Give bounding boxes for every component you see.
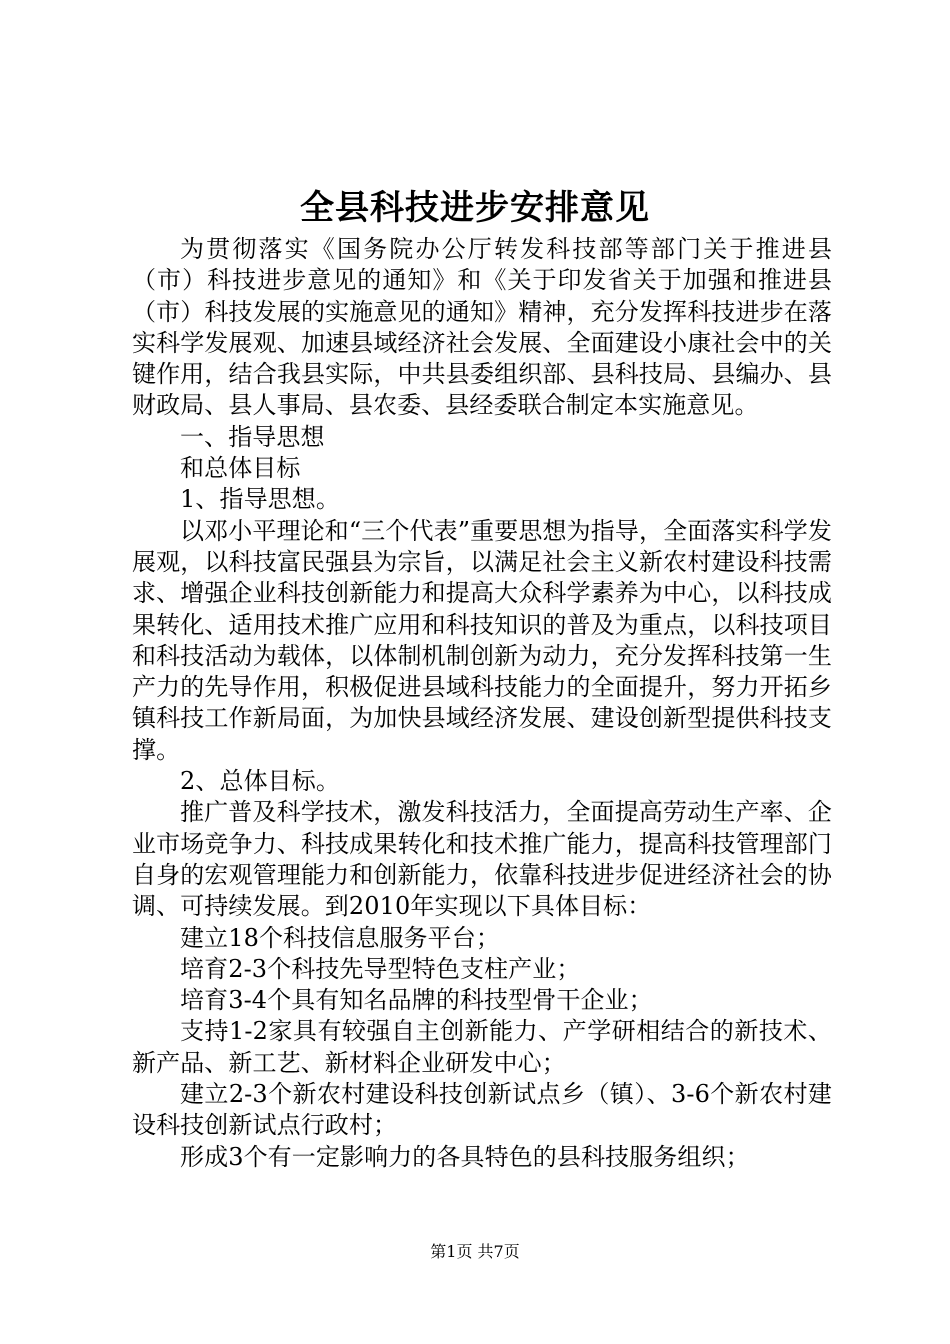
goal-item: 形成3个有一定影响力的各具特色的县科技服务组织； (180, 1142, 750, 1171)
paragraph-overall-goals: 推广普及科学技术，激发科技活力，全面提高劳动生产率、企业市场竞争力、科技成果转化和技术推广能力，提高科技管理部门自身的宏观管理能力和创新能力，依靠科技进步促进经济社会的协调、可持续发展。到2010年实现以下具体目标： (132, 798, 832, 921)
goal-item: 培育2-3个科技先导型特色支柱产业； (180, 954, 581, 983)
document-body (132, 234, 832, 1173)
subsection-heading-overall-goals: 2、总体目标。 (180, 767, 340, 796)
paragraph-guiding-ideology: 以邓小平理论和“三个代表”重要思想为指导，全面落实科学发展观，以科技富民强县为宗旨，以满足社会主义新农村建设科技需求、增强企业科技创新能力和提高大众科学素养为中心，以科技成果转化、适用技术推广应用和科技知识的普及为重点，以科技项目和科技活动为载体，以体制机制创新为动力，充分发挥科技第一生产力的先导作用，积极促进县域科技能力的全面提升，努力开拓乡镇科技工作新局面，为加快县域经济发展、建设创新型提供科技支撑。 (132, 516, 832, 764)
section-heading-continuation: 和总体目标 (180, 454, 301, 483)
goal-item: 培育3-4个具有知名品牌的科技型骨干企业； (180, 986, 653, 1015)
page-footer: 第1页 共7页 (430, 1242, 520, 1261)
goal-item: 建立18个科技信息服务平台； (180, 923, 500, 952)
subsection-heading-guiding-ideology: 1、指导思想。 (180, 485, 340, 514)
goal-item: 建立2-3个新农村建设科技创新试点乡（镇）、3-6个新农村建设科技创新试点行政村； (132, 1080, 832, 1140)
section-heading-guiding-ideology: 一、指导思想 (180, 422, 325, 451)
goal-item: 支持1-2家具有较强自主创新能力、产学研相结合的新技术、新产品、新工艺、新材料企业研发中心； (132, 1017, 832, 1077)
paragraph-intro: 为贯彻落实《国务院办公厅转发科技部等部门关于推进县（市）科技进步意见的通知》和《关于印发省关于加强和推进县（市）科技发展的实施意见的通知》精神，充分发挥科技进步在落实科学发展观、加速县域经济社会发展、全面建设小康社会中的关键作用，结合我县实际，中共县委组织部、县科技局、县编办、县财政局、县人事局、县农委、县经委联合制定本实施意见。 (132, 235, 832, 420)
document-title: 全县科技进步安排意见 (300, 188, 650, 228)
